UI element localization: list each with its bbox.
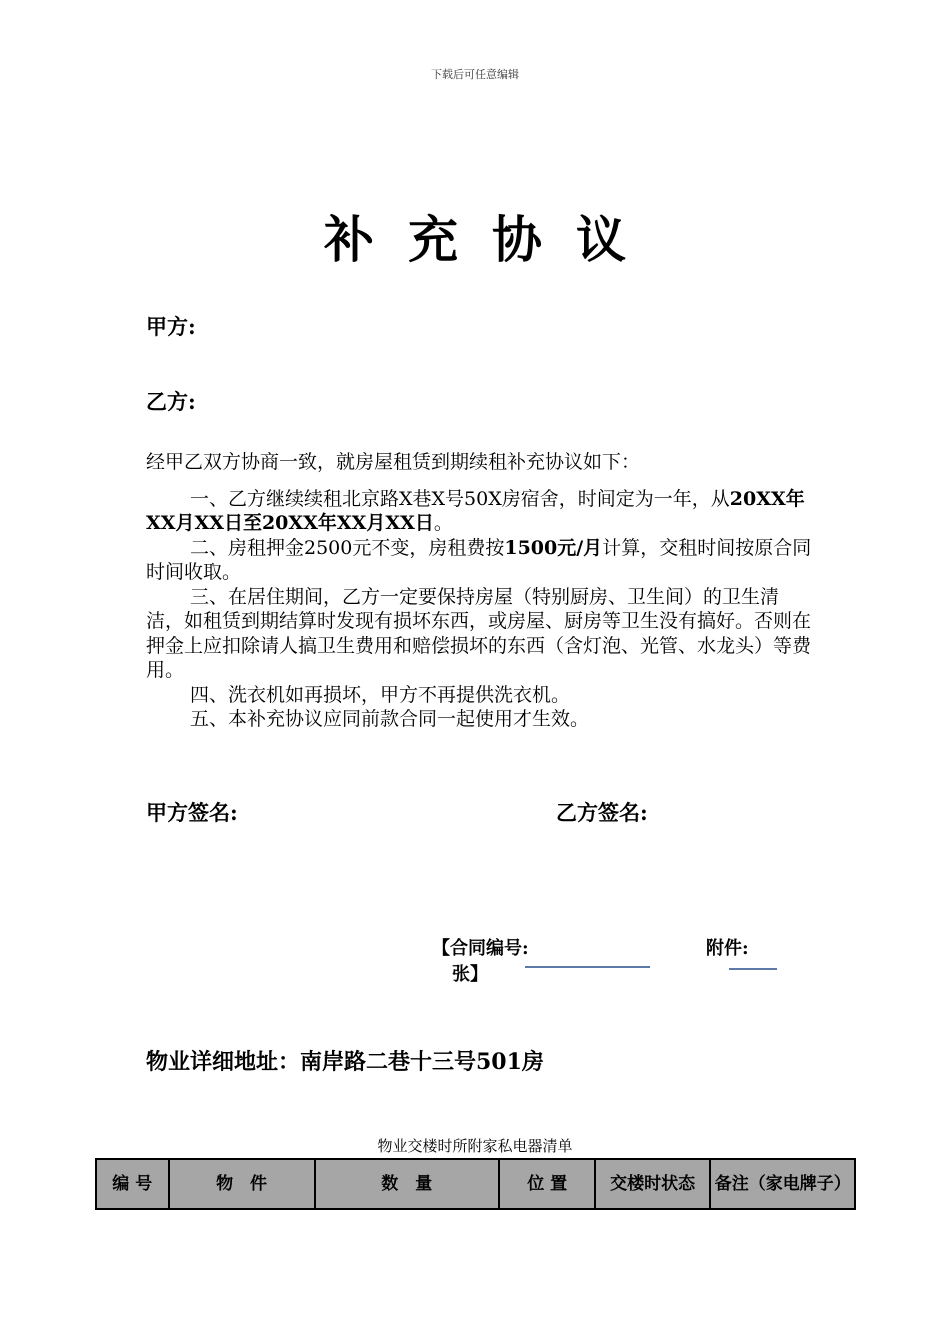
party-a-label: 甲方: [146, 314, 196, 339]
property-address: 物业详细地址：南岸路二巷十三号501房 [146, 1049, 544, 1075]
contract-number-underline [525, 966, 650, 968]
clause-1-end: 。 [433, 512, 453, 534]
clause-3: 三、在居住期间，乙方一定要保持房屋（特别厨房、卫生间）的卫生清洁，如租赁到期结算时发现有损坏东西，或房屋、厨房等卫生没有搞好。否则在押金上应扣除请人搞卫生费用和赔偿损坏的东西（含灯泡、光管、水龙头）等费用。 [146, 585, 812, 681]
clause-2-end: 计算，交租时间按原合同时间收取。 [146, 536, 812, 583]
party-b-signature-label: 乙方签名: [556, 800, 648, 825]
header-location: 位 置 [499, 1159, 596, 1209]
inventory-table [95, 1158, 856, 1210]
header-remarks: 备注（家电牌子） [710, 1159, 855, 1209]
intro-paragraph: 经甲乙双方协商一致，就房屋租赁到期续租补充协议如下： [146, 451, 641, 473]
clause-2-rent: 1500元/月 [504, 536, 603, 559]
clause-5: 五、本补充协议应同前款合同一起使用才生效。 [190, 708, 590, 730]
header-note: 下载后可任意编辑 [431, 68, 519, 81]
header-item: 物 件 [169, 1159, 315, 1209]
clause-2-text: 二、房租押金2500元不变，房租费按 [190, 536, 505, 559]
table-caption: 物业交楼时所附家私电器清单 [377, 1137, 573, 1155]
clause-1-dates: 20XX年XX月XX日至20XX年XX月XX日 [146, 487, 805, 534]
attachment-count-suffix: 张】 [452, 964, 488, 985]
clause-2 [146, 536, 816, 585]
table-header-row [96, 1159, 855, 1209]
clause-1 [146, 487, 816, 536]
header-number: 编 号 [96, 1159, 169, 1209]
attachment-label: 附件: [706, 938, 749, 959]
contract-number-label: 【合同编号: [432, 938, 529, 959]
attachment-underline [729, 968, 777, 970]
party-b-label: 乙方: [146, 389, 196, 414]
header-handover-status: 交楼时状态 [595, 1159, 709, 1209]
agreement-body [146, 450, 816, 732]
clause-4: 四、洗衣机如再损坏，甲方不再提供洗衣机。 [190, 683, 571, 706]
document-title: 补充协议 [324, 210, 660, 269]
header-quantity: 数 量 [315, 1159, 499, 1209]
party-a-signature-label: 甲方签名: [146, 800, 238, 825]
clause-1-text: 一、乙方继续续租北京路X巷X号50X房宿舍，时间定为一年，从 [190, 487, 730, 510]
